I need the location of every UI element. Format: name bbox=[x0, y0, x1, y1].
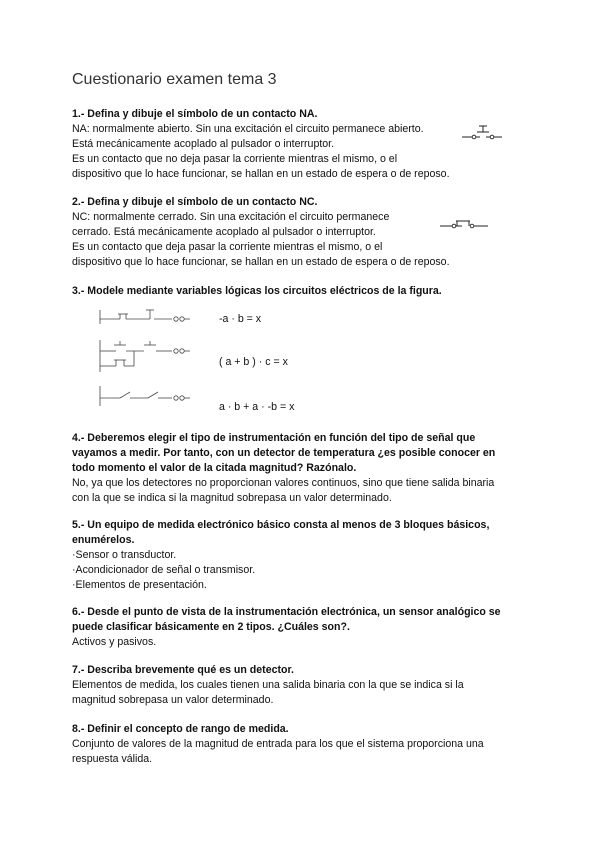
question-8 bbox=[72, 722, 532, 767]
answer-line: NC: normalmente cerrado. Sin una excitación el circuito permanece bbox=[72, 211, 390, 223]
equation-3: a · b + a · -b = x bbox=[219, 401, 295, 413]
na-contact-symbol-icon bbox=[462, 124, 510, 142]
question-4-heading-line: todo momento el valor de la citada magnitud? Razónalo. bbox=[72, 462, 357, 474]
answer-line: ·Sensor o transductor. bbox=[72, 549, 177, 561]
answer-line: dispositivo que lo hace funcionar, se hallan en un estado de espera o de reposo. bbox=[72, 256, 450, 268]
question-4 bbox=[72, 431, 532, 506]
question-6-heading-line: puede clasificar básicamente en 2 tipos. ¿Cuáles son?. bbox=[72, 621, 350, 633]
question-7 bbox=[72, 663, 532, 708]
answer-line: NA: normalmente abierto. Sin una excitación el circuito permanece abierto. bbox=[72, 123, 424, 135]
circuit-3-diagram bbox=[98, 384, 194, 408]
circuit-1-diagram bbox=[98, 306, 194, 328]
answer-line: Activos y pasivos. bbox=[72, 636, 157, 648]
question-3 bbox=[72, 284, 532, 299]
question-2 bbox=[72, 195, 532, 270]
question-5 bbox=[72, 518, 532, 593]
question-5-heading-line: enumérelos. bbox=[72, 534, 135, 546]
answer-line: Está mecánicamente acoplado al pulsador o interruptor. bbox=[72, 138, 335, 150]
answer-line: ·Acondicionador de señal o transmisor. bbox=[72, 564, 256, 576]
answer-line: Conjunto de valores de la magnitud de entrada para los que el sistema proporciona una bbox=[72, 738, 484, 750]
answer-line: dispositivo que lo hace funcionar, se hallan en un estado de espera o de reposo. bbox=[72, 168, 450, 180]
answer-line: cerrado. Está mecánicamente acoplado al pulsador o interruptor. bbox=[72, 226, 376, 238]
question-6 bbox=[72, 605, 532, 650]
answer-line: magnitud sobrepasa un valor determinado. bbox=[72, 694, 274, 706]
question-2-heading: 2.- Defina y dibuje el símbolo de un contacto NC. bbox=[72, 196, 318, 208]
equation-2: ( a + b ) · c = x bbox=[219, 356, 288, 368]
question-7-heading: 7.- Describa brevemente qué es un detector. bbox=[72, 664, 294, 676]
question-8-heading: 8.- Definir el concepto de rango de medida. bbox=[72, 723, 289, 735]
answer-line: No, ya que los detectores no proporcionan valores continuos, sino que tiene salida binaria bbox=[72, 477, 495, 489]
question-6-heading-line: 6.- Desde el punto de vista de la instrumentación electrónica, un sensor analógico se bbox=[72, 606, 501, 618]
answer-line: con la que se indica si la magnitud sobrepasa un valor determinado. bbox=[72, 492, 392, 504]
question-3-heading: 3.- Modele mediante variables lógicas los circuitos eléctricos de la figura. bbox=[72, 285, 442, 297]
question-5-heading-line: 5.- Un equipo de medida electrónico básico consta al menos de 3 bloques básicos, bbox=[72, 519, 490, 531]
circuit-2-diagram bbox=[98, 338, 194, 374]
answer-line: ·Elementos de presentación. bbox=[72, 579, 207, 591]
question-4-heading-line: 4.- Deberemos elegir el tipo de instrumentación en función del tipo de señal que bbox=[72, 432, 476, 444]
equation-1: -a · b = x bbox=[219, 313, 262, 325]
question-1 bbox=[72, 107, 532, 182]
question-1-heading: 1.- Defina y dibuje el símbolo de un contacto NA. bbox=[72, 108, 318, 120]
document-title: Cuestionario examen tema 3 bbox=[72, 71, 277, 88]
question-4-heading-line: vayamos a medir. Por tanto, con un detector de temperatura ¿es posible conocer en bbox=[72, 447, 496, 459]
answer-line: Es un contacto que no deja pasar la corriente mientras el mismo, o el bbox=[72, 153, 398, 165]
nc-contact-symbol-icon bbox=[440, 216, 496, 232]
answer-line: respuesta válida. bbox=[72, 753, 153, 765]
answer-line: Elementos de medida, los cuales tienen una salida binaria con la que se indica si la bbox=[72, 679, 464, 691]
answer-line: Es un contacto que deja pasar la corriente mientras el mismo, o el bbox=[72, 241, 383, 253]
